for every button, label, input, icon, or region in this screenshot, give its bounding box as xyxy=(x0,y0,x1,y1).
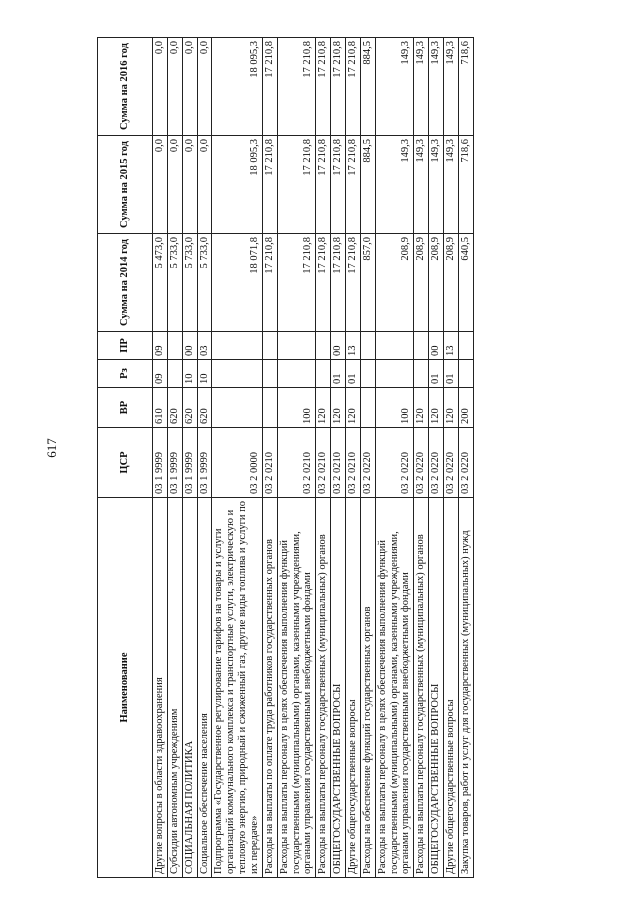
cell-rz xyxy=(212,360,262,388)
cell-sum-2016: 17 210,8 xyxy=(262,38,277,136)
cell-sum-2015: 17 210,8 xyxy=(277,136,316,234)
table-row xyxy=(167,38,182,878)
cell-rz: 09 xyxy=(153,360,168,388)
cell-sum-2016: 149,3 xyxy=(429,38,444,136)
cell-sum-2014: 857,0 xyxy=(360,234,375,332)
cell-csr: 03 2 0220 xyxy=(360,428,375,498)
cell-sum-2015: 149,3 xyxy=(429,136,444,234)
cell-csr: 03 2 0210 xyxy=(346,428,361,498)
cell-sum-2016: 17 210,8 xyxy=(331,38,346,136)
header-sum-2016: Сумма на 2016 год xyxy=(98,38,153,136)
cell-name: Другие общегосударственные вопросы xyxy=(346,498,361,878)
budget-table xyxy=(97,37,474,878)
cell-sum-2015: 0,0 xyxy=(153,136,168,234)
table-row xyxy=(346,38,361,878)
cell-name: Расходы на выплаты персоналу в целях обеспечения выполнения функций государственными (муниципальными) органами, казенными учреждениями, органами управления государственными внебюджетными фондами xyxy=(277,498,316,878)
table-row xyxy=(316,38,331,878)
table-row xyxy=(375,38,414,878)
cell-sum-2015: 0,0 xyxy=(182,136,197,234)
table-row xyxy=(182,38,197,878)
cell-vr: 620 xyxy=(197,388,212,428)
cell-sum-2016: 884,5 xyxy=(360,38,375,136)
table-row xyxy=(360,38,375,878)
cell-name: Субсидии автономным учреждениям xyxy=(167,498,182,878)
cell-pr: 13 xyxy=(346,332,361,360)
cell-sum-2014: 208,9 xyxy=(444,234,459,332)
cell-csr: 03 2 0210 xyxy=(262,428,277,498)
cell-sum-2014: 5 733,0 xyxy=(182,234,197,332)
header-rz: Рз xyxy=(98,360,153,388)
cell-vr: 120 xyxy=(331,388,346,428)
table-row xyxy=(414,38,429,878)
cell-vr: 120 xyxy=(444,388,459,428)
header-sum-2014: Сумма на 2014 год xyxy=(98,234,153,332)
cell-sum-2015: 17 210,8 xyxy=(262,136,277,234)
cell-pr: 09 xyxy=(153,332,168,360)
cell-vr: 100 xyxy=(375,388,414,428)
table-row xyxy=(212,38,262,878)
cell-rz xyxy=(277,360,316,388)
cell-vr: 200 xyxy=(458,388,473,428)
cell-sum-2016: 18 095,3 xyxy=(212,38,262,136)
cell-vr: 120 xyxy=(316,388,331,428)
rotated-table-area xyxy=(97,38,563,878)
cell-vr xyxy=(212,388,262,428)
cell-pr: 00 xyxy=(429,332,444,360)
cell-vr: 100 xyxy=(277,388,316,428)
header-csr: ЦСР xyxy=(98,428,153,498)
cell-name: ОБЩЕГОСУДАРСТВЕННЫЕ ВОПРОСЫ xyxy=(429,498,444,878)
cell-sum-2014: 208,9 xyxy=(429,234,444,332)
cell-vr: 620 xyxy=(182,388,197,428)
header-name: Наименование xyxy=(98,498,153,878)
table-row xyxy=(444,38,459,878)
cell-sum-2015: 17 210,8 xyxy=(331,136,346,234)
cell-csr: 03 2 0210 xyxy=(316,428,331,498)
cell-rz xyxy=(414,360,429,388)
cell-sum-2014: 5 473,0 xyxy=(153,234,168,332)
cell-sum-2016: 17 210,8 xyxy=(346,38,361,136)
cell-sum-2015: 17 210,8 xyxy=(316,136,331,234)
cell-rz: 10 xyxy=(197,360,212,388)
table-row xyxy=(262,38,277,878)
cell-sum-2014: 17 210,8 xyxy=(346,234,361,332)
cell-rz xyxy=(316,360,331,388)
cell-csr: 03 1 9999 xyxy=(197,428,212,498)
cell-sum-2015: 718,6 xyxy=(458,136,473,234)
header-vr: ВР xyxy=(98,388,153,428)
cell-pr: 13 xyxy=(444,332,459,360)
cell-pr xyxy=(414,332,429,360)
cell-sum-2014: 17 210,8 xyxy=(316,234,331,332)
cell-pr xyxy=(316,332,331,360)
cell-pr xyxy=(262,332,277,360)
cell-vr: 620 xyxy=(167,388,182,428)
cell-sum-2016: 149,3 xyxy=(444,38,459,136)
page-number xyxy=(40,436,64,460)
cell-pr: 00 xyxy=(331,332,346,360)
cell-sum-2016: 0,0 xyxy=(167,38,182,136)
cell-csr: 03 2 0220 xyxy=(414,428,429,498)
table-row xyxy=(429,38,444,878)
cell-csr: 03 1 9999 xyxy=(167,428,182,498)
header-sum-2015: Сумма на 2015 год xyxy=(98,136,153,234)
cell-name: Расходы на выплаты персоналу государственных (муниципальных) органов xyxy=(414,498,429,878)
cell-csr: 03 2 0220 xyxy=(375,428,414,498)
cell-rz: 01 xyxy=(331,360,346,388)
table-row xyxy=(153,38,168,878)
cell-sum-2014: 17 210,8 xyxy=(262,234,277,332)
cell-pr xyxy=(277,332,316,360)
cell-name: СОЦИАЛЬНАЯ ПОЛИТИКА xyxy=(182,498,197,878)
cell-rz xyxy=(375,360,414,388)
table-row xyxy=(197,38,212,878)
cell-pr xyxy=(375,332,414,360)
cell-vr: 610 xyxy=(153,388,168,428)
cell-csr: 03 1 9999 xyxy=(153,428,168,498)
header-pr: ПР xyxy=(98,332,153,360)
cell-name: Другие вопросы в области здравоохранения xyxy=(153,498,168,878)
cell-csr: 03 1 9999 xyxy=(182,428,197,498)
cell-sum-2015: 0,0 xyxy=(167,136,182,234)
cell-sum-2015: 17 210,8 xyxy=(346,136,361,234)
rotated-table-wrapper xyxy=(97,38,563,878)
cell-pr xyxy=(458,332,473,360)
cell-vr xyxy=(262,388,277,428)
cell-sum-2016: 17 210,8 xyxy=(316,38,331,136)
cell-csr: 03 2 0220 xyxy=(444,428,459,498)
table-body xyxy=(153,38,474,878)
cell-vr: 120 xyxy=(346,388,361,428)
cell-name: ОБЩЕГОСУДАРСТВЕННЫЕ ВОПРОСЫ xyxy=(331,498,346,878)
cell-name: Закупка товаров, работ и услуг для государственных (муниципальных) нужд xyxy=(458,498,473,878)
cell-sum-2014: 17 210,8 xyxy=(331,234,346,332)
cell-vr xyxy=(360,388,375,428)
cell-sum-2016: 0,0 xyxy=(153,38,168,136)
cell-sum-2016: 718,6 xyxy=(458,38,473,136)
cell-csr: 03 2 0210 xyxy=(277,428,316,498)
cell-sum-2014: 5 733,0 xyxy=(197,234,212,332)
cell-sum-2016: 0,0 xyxy=(182,38,197,136)
cell-rz xyxy=(167,360,182,388)
cell-name: Расходы на выплаты по оплате труда работников государственных органов xyxy=(262,498,277,878)
cell-csr: 03 2 0210 xyxy=(331,428,346,498)
cell-sum-2014: 18 071,8 xyxy=(212,234,262,332)
cell-csr: 03 2 0220 xyxy=(429,428,444,498)
cell-sum-2015: 149,3 xyxy=(375,136,414,234)
cell-sum-2016: 0,0 xyxy=(197,38,212,136)
cell-sum-2015: 18 095,3 xyxy=(212,136,262,234)
cell-pr: 00 xyxy=(182,332,197,360)
cell-pr: 03 xyxy=(197,332,212,360)
cell-sum-2015: 884,5 xyxy=(360,136,375,234)
cell-name: Расходы на обеспечение функций государственных органов xyxy=(360,498,375,878)
cell-rz: 01 xyxy=(444,360,459,388)
cell-pr xyxy=(212,332,262,360)
cell-csr: 03 2 0000 xyxy=(212,428,262,498)
cell-sum-2014: 5 733,0 xyxy=(167,234,182,332)
cell-pr xyxy=(360,332,375,360)
cell-pr xyxy=(167,332,182,360)
cell-csr: 03 2 0220 xyxy=(458,428,473,498)
cell-sum-2016: 149,3 xyxy=(414,38,429,136)
cell-sum-2016: 17 210,8 xyxy=(277,38,316,136)
cell-name: Социальное обеспечение населения xyxy=(197,498,212,878)
cell-sum-2015: 149,3 xyxy=(414,136,429,234)
cell-rz xyxy=(458,360,473,388)
cell-sum-2016: 149,3 xyxy=(375,38,414,136)
cell-rz: 01 xyxy=(429,360,444,388)
cell-sum-2015: 149,3 xyxy=(444,136,459,234)
cell-sum-2014: 17 210,8 xyxy=(277,234,316,332)
cell-name: Расходы на выплаты персоналу государственных (муниципальных) органов xyxy=(316,498,331,878)
cell-name: Подпрограмма «Государственное регулирование тарифов на товары и услуги организаций коммунального комплекса и транспортные услуги, электрическую и тепловую энергию, природный и сжиженный газ, другие виды топлива и услуги по их передаче» xyxy=(212,498,262,878)
cell-rz xyxy=(262,360,277,388)
cell-rz: 10 xyxy=(182,360,197,388)
table-header-row xyxy=(98,38,153,878)
cell-vr: 120 xyxy=(414,388,429,428)
table-row xyxy=(458,38,473,878)
table-row xyxy=(277,38,316,878)
cell-rz xyxy=(360,360,375,388)
cell-vr: 120 xyxy=(429,388,444,428)
cell-name: Расходы на выплаты персоналу в целях обеспечения выполнения функций государственными (муниципальными) органами, казенными учреждениями, органами управления государственными внебюджетными фондами xyxy=(375,498,414,878)
page-number-text: 617 xyxy=(44,438,59,458)
cell-name: Другие общегосударственные вопросы xyxy=(444,498,459,878)
cell-sum-2015: 0,0 xyxy=(197,136,212,234)
cell-sum-2014: 208,9 xyxy=(414,234,429,332)
table-row xyxy=(331,38,346,878)
cell-sum-2014: 640,5 xyxy=(458,234,473,332)
cell-sum-2014: 208,9 xyxy=(375,234,414,332)
cell-rz: 01 xyxy=(346,360,361,388)
